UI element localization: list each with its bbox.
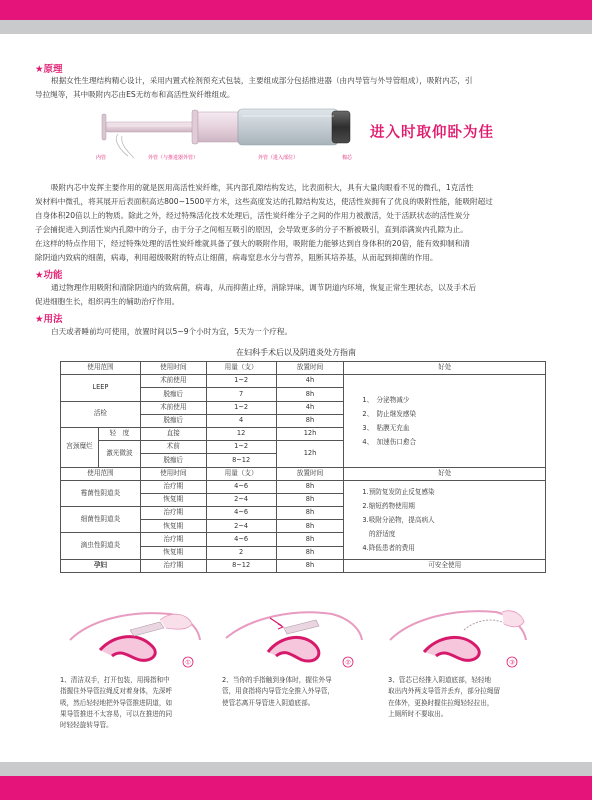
step-3-illustration bbox=[384, 600, 532, 670]
row-trichomonas-label: 滴虫性阴道炎 bbox=[61, 533, 141, 559]
row-pregnant-label: 孕妇 bbox=[61, 559, 141, 572]
cell: 脱痂后 bbox=[140, 388, 206, 401]
cell: 恢复期 bbox=[140, 493, 206, 506]
step-line: 时轻轻旋转导管。 bbox=[60, 721, 113, 730]
description-line-3: 自身体积20倍以上的物质。除此之外，经过特殊活化技术处理后，活性炭纤维分子之间的作用力被激活，处于活跃状态的活性炭分 bbox=[35, 211, 470, 220]
table-header-row bbox=[61, 362, 546, 375]
product-caption: 进入时取仰卧为佳 bbox=[370, 125, 494, 141]
benefit-item: 3、 粘膜无充血 bbox=[362, 423, 410, 432]
step-1-text bbox=[60, 675, 220, 731]
cell: 8h bbox=[276, 507, 344, 520]
benefit-item: 2、 防止继发感染 bbox=[362, 409, 417, 418]
usage-heading: ★用法 bbox=[35, 314, 63, 325]
step-line: 1、清洁双手，打开包装，用拇指和中 bbox=[60, 676, 170, 684]
cell: 治疗期 bbox=[140, 507, 206, 520]
step-line: 果导管推进不太容易，可以在推进的同 bbox=[60, 709, 173, 718]
cell: 1~2 bbox=[206, 401, 276, 414]
cell: 术前使用 bbox=[140, 375, 206, 388]
header-benefit: 好处 bbox=[344, 362, 546, 375]
cell: 8h bbox=[276, 414, 344, 427]
principle-line-1: 根据女性生理结构精心设计，采用内置式栓剂预充式包装，主要组成部分包括推进器（由内导管与外导管组成），吸附内芯，引 bbox=[51, 76, 473, 85]
header-duration: 放置时间 bbox=[276, 362, 344, 375]
step-1-number: ① bbox=[185, 658, 191, 667]
step-2-illustration bbox=[220, 600, 368, 670]
usage-line-1: 白天或者睡前均可使用，放置时间以5~9个小时为宜，5天为一个疗程。 bbox=[51, 327, 293, 336]
step-line: 在体外，更换时握住拉绳轻轻拉出， bbox=[388, 698, 494, 707]
cell: 4~6 bbox=[206, 480, 276, 493]
header-time: 使用时间 bbox=[140, 362, 206, 375]
benefits-vaginitis bbox=[344, 480, 546, 559]
row-leep-label: LEEP bbox=[61, 375, 141, 401]
function-heading: ★功能 bbox=[35, 270, 63, 281]
table-header-row-2 bbox=[61, 467, 546, 480]
step-line: 3、管芯已经推入阴道底部，轻轻地 bbox=[388, 676, 492, 684]
cell: 8h bbox=[276, 533, 344, 546]
cell: 治疗期 bbox=[140, 533, 206, 546]
cell: 激光微波 bbox=[98, 441, 140, 467]
header-duration-2: 放置时间 bbox=[276, 467, 344, 480]
part-label-outer-entry: 外管（进入部位） bbox=[258, 155, 299, 161]
top-grey-band bbox=[0, 20, 592, 34]
bottom-magenta-band bbox=[0, 776, 592, 800]
cell: 术前使用 bbox=[140, 401, 206, 414]
header-amount: 用量（支） bbox=[206, 362, 276, 375]
row-biopsy-label: 活检 bbox=[61, 401, 141, 427]
function-line-2: 促进细胞生长，组织再生的辅助治疗作用。 bbox=[35, 297, 180, 306]
row-fungal-label: 霉菌性阴道炎 bbox=[61, 480, 141, 506]
cell: 恢复期 bbox=[140, 520, 206, 533]
applicator-illustration bbox=[98, 98, 358, 160]
part-label-inner-tube: 内管 bbox=[96, 155, 107, 161]
function-line-1: 通过物理作用吸附和清除阴道内的致病菌，病毒，从而抑菌止痒，消除异味，调节阴道内环境，恢复正常生理状态，以及手术后 bbox=[51, 283, 477, 292]
row-bacterial-label: 细菌性阴道炎 bbox=[61, 507, 141, 533]
cell: 8h bbox=[276, 546, 344, 559]
benefit-item: 2.缩短药物使用期 bbox=[362, 501, 415, 510]
step-2-number: ② bbox=[345, 658, 351, 667]
header-benefit-2: 好处 bbox=[344, 467, 546, 480]
benefit-pregnant: 可安全使用 bbox=[344, 559, 546, 572]
principle-line-2: 导拉绳等，其中吸附内芯由ES无纺布和高活性炭纤维组成。 bbox=[35, 90, 235, 99]
principle-heading: ★原理 bbox=[35, 64, 63, 75]
top-magenta-band bbox=[0, 0, 592, 20]
cell: 12 bbox=[206, 427, 276, 440]
step-1-illustration bbox=[60, 600, 208, 670]
cell: 8h bbox=[276, 559, 344, 572]
description-line-1: 吸附内芯中发挥主要作用的就是医用高活性炭纤维，其内部孔隙结构发达，比表面积大，具有大量肉眼看不见的微孔，1克活性 bbox=[51, 183, 474, 192]
cell: 8~12 bbox=[206, 559, 276, 572]
part-label-outer-pusher: 外管（与推进器外管） bbox=[148, 155, 199, 161]
cell: 12h bbox=[276, 441, 344, 467]
cell: 8h bbox=[276, 480, 344, 493]
cell: 7 bbox=[206, 388, 276, 401]
cell: 8h bbox=[276, 493, 344, 506]
benefit-item: 4、 加速伤口愈合 bbox=[362, 437, 417, 446]
cell: 脱痂后 bbox=[140, 454, 206, 467]
cell: 1~2 bbox=[206, 441, 276, 454]
benefit-item: 1.预防复发防止反复感染 bbox=[362, 487, 435, 496]
description-line-4: 子会捕捉进入到活性炭内孔隙中的分子，由于分子之间相互吸引的原因，会导致更多的分子不断被吸引，直到添满炭内孔隙为止。 bbox=[35, 225, 468, 234]
step-3-text bbox=[388, 675, 548, 720]
table-title: 在妇科手术后以及阴道炎处方指南 bbox=[236, 348, 356, 357]
cell: 12h bbox=[276, 427, 344, 440]
description-line-2: 炭材料中微孔，将其展开后表面积高达800~1500平方米，这些高度发达的孔隙结构发达，使活性炭拥有了优良的吸附性能，能吸附超过 bbox=[35, 197, 493, 206]
table-row bbox=[61, 559, 546, 572]
cell: 2 bbox=[206, 546, 276, 559]
part-label-core: 棉芯 bbox=[342, 155, 353, 161]
row-cervix-label: 宫颈糜烂 bbox=[61, 427, 99, 467]
table-row bbox=[61, 375, 546, 388]
step-line: 2、当你的手指触到身体时，握住外导 bbox=[222, 676, 332, 684]
table-row bbox=[61, 480, 546, 493]
cell: 4h bbox=[276, 375, 344, 388]
step-3-number: ③ bbox=[509, 658, 515, 667]
step-line: 使管芯离开导管进入阴道底部。 bbox=[222, 698, 315, 707]
benefit-item: 1、 分泌物减少 bbox=[362, 395, 410, 404]
cell: 8h bbox=[276, 388, 344, 401]
cell: 脱痂后 bbox=[140, 414, 206, 427]
cell: 8~12 bbox=[206, 454, 276, 467]
cell: 治疗期 bbox=[140, 559, 206, 572]
cell: 4 bbox=[206, 414, 276, 427]
cell: 术前 bbox=[140, 441, 206, 454]
cell: 2~4 bbox=[206, 493, 276, 506]
prescription-guide-table bbox=[60, 361, 546, 573]
description-line-5: 在这样的特点作用下，经过特殊处理的活性炭纤维就具备了强大的吸附作用，吸附能力能够达到自身体积的20倍，能有效抑制和清 bbox=[35, 239, 470, 248]
step-line: 上厕所时不要取出。 bbox=[388, 709, 448, 718]
step-line: 吸，然后轻轻地把外导管推进阴道，如 bbox=[60, 698, 173, 707]
bottom-grey-band bbox=[0, 762, 592, 776]
step-line: 取出内外两支导管并丢弃，部分拉绳留 bbox=[388, 687, 501, 696]
header-scope-2: 使用范围 bbox=[61, 467, 141, 480]
step-2-text bbox=[222, 675, 382, 709]
cell: 恢复期 bbox=[140, 546, 206, 559]
benefit-item: 的舒适度 bbox=[362, 529, 396, 538]
benefit-item: 3.吸附分泌物，提高病人 bbox=[362, 515, 435, 524]
cell: 轻 度 bbox=[98, 427, 140, 440]
cell: 治疗期 bbox=[140, 480, 206, 493]
cell: 2~4 bbox=[206, 520, 276, 533]
cell: 8h bbox=[276, 520, 344, 533]
benefits-surgery bbox=[344, 375, 546, 467]
cell: 4~6 bbox=[206, 507, 276, 520]
cell: 4h bbox=[276, 401, 344, 414]
description-line-6: 除阴道内致病的细菌，病毒，利用超级吸附的特点让细菌，病毒窒息水分与营养，阻断其培养基，从而起到抑菌的作用。 bbox=[35, 253, 438, 262]
step-line: 指握住外导管拉绳反对着身体，先深呼 bbox=[60, 687, 173, 696]
cell: 1~2 bbox=[206, 375, 276, 388]
header-amount-2: 用量（支） bbox=[206, 467, 276, 480]
header-scope: 使用范围 bbox=[61, 362, 141, 375]
benefit-item: 4.降低患者的费用 bbox=[362, 543, 415, 552]
cell: 4~6 bbox=[206, 533, 276, 546]
header-time-2: 使用时间 bbox=[140, 467, 206, 480]
cell: 直接 bbox=[140, 427, 206, 440]
step-line: 管，用食指将内导管完全推入外导管， bbox=[222, 687, 335, 696]
